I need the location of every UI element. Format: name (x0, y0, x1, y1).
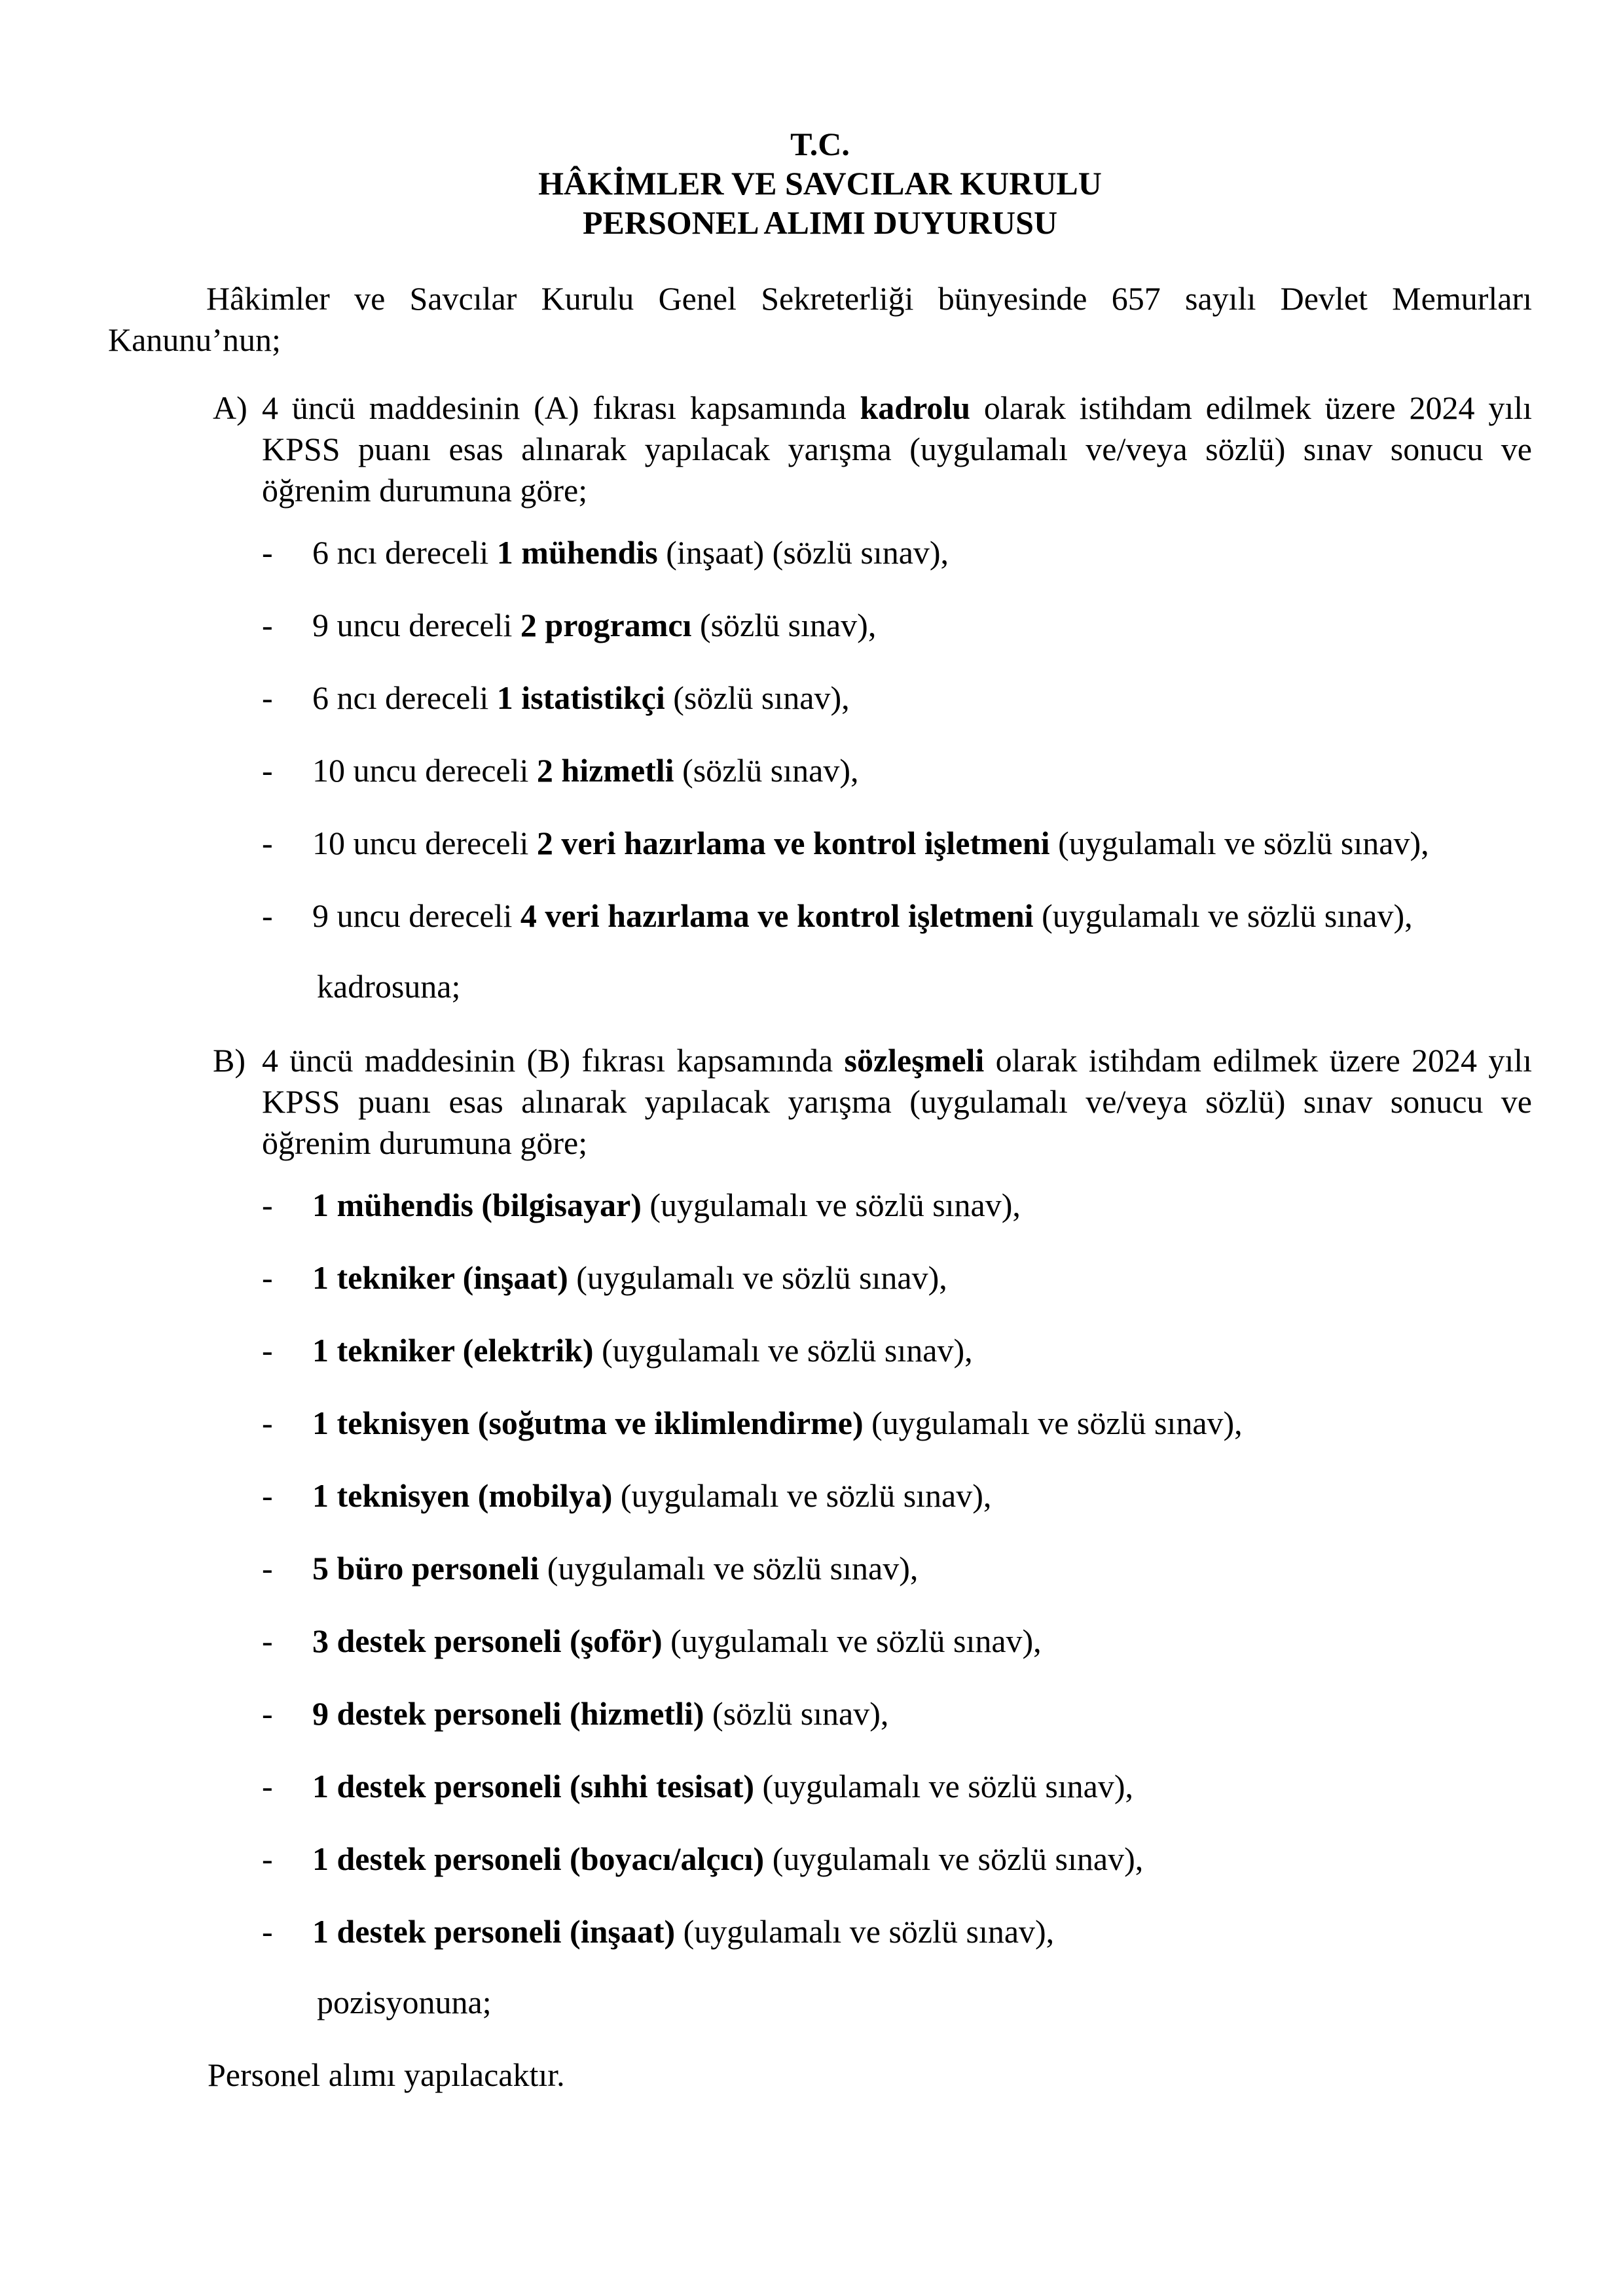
list-item (262, 532, 1532, 573)
list-item-text (312, 825, 1429, 861)
section-a-lead-text-2: olarak istihdam edilmek üzere 2024 yılı KPSS puanı esas alınarak yapılacak yarışma (uygulamalı ve/veya sözlü) sınav sonucu ve öğrenim durumuna göre; (262, 389, 1533, 509)
item-suffix: (uygulamalı ve sözlü sınav), (764, 1840, 1144, 1877)
list-item (262, 1911, 1532, 1952)
list-item-text (312, 607, 876, 643)
dash-marker: - (262, 897, 273, 934)
item-suffix: (uygulamalı ve sözlü sınav), (863, 1405, 1243, 1441)
list-item (262, 1766, 1532, 1807)
list-item (262, 1403, 1532, 1444)
item-suffix: (uygulamalı ve sözlü sınav), (612, 1477, 992, 1514)
item-bold: 1 destek personeli (sıhhi tesisat) (312, 1768, 754, 1804)
document-header (108, 0, 1532, 242)
list-item-text (312, 679, 850, 716)
item-bold: 1 destek personeli (boyacı/alçıcı) (312, 1840, 765, 1877)
item-bold: 1 tekniker (elektrik) (312, 1332, 594, 1369)
list-item-text (312, 1695, 888, 1732)
item-bold: 2 programcı (520, 607, 692, 643)
section-b-lead-text-1: 4 üncü maddesinin (B) fıkrası kapsamında (262, 1042, 845, 1079)
list-item (262, 823, 1532, 864)
item-suffix: (uygulamalı ve sözlü sınav), (1033, 897, 1413, 934)
item-bold: 1 teknisyen (soğutma ve iklimlendirme) (312, 1405, 864, 1441)
item-suffix: (uygulamalı ve sözlü sınav), (1049, 825, 1429, 861)
dash-marker: - (262, 752, 273, 789)
dash-marker: - (262, 1623, 273, 1659)
list-item (262, 750, 1532, 791)
list-item (262, 895, 1532, 937)
list-item (262, 1257, 1532, 1299)
item-bold: 1 tekniker (inşaat) (312, 1259, 568, 1296)
section-b-items (108, 1185, 1532, 1952)
item-bold: 3 destek personeli (şoför) (312, 1623, 663, 1659)
item-bold: 2 veri hazırlama ve kontrol işletmeni (536, 825, 1050, 861)
list-item-text (312, 1768, 1133, 1804)
list-item-text (312, 1405, 1243, 1441)
item-suffix: (uygulamalı ve sözlü sınav), (754, 1768, 1134, 1804)
item-suffix: (uygulamalı ve sözlü sınav), (675, 1913, 1055, 1950)
item-suffix: (inşaat) (sözlü sınav), (657, 534, 949, 571)
dash-marker: - (262, 1187, 273, 1223)
item-prefix: 9 uncu dereceli (312, 607, 520, 643)
dash-marker: - (262, 1550, 273, 1587)
dash-marker: - (262, 1768, 273, 1804)
item-suffix: (sözlü sınav), (674, 752, 859, 789)
section-b-lead-text-2: olarak istihdam edilmek üzere 2024 yılı KPSS puanı esas alınarak yapılacak yarışma (uygulamalı ve/veya sözlü) sınav sonucu ve öğrenim durumuna göre; (262, 1042, 1532, 1161)
item-suffix: (uygulamalı ve sözlü sınav), (539, 1550, 919, 1587)
section-b-footer: pozisyonuna; (317, 1984, 492, 2020)
section-a (108, 387, 1532, 1007)
dash-marker: - (262, 825, 273, 861)
item-prefix: 10 uncu dereceli (312, 825, 537, 861)
section-b (108, 1040, 1532, 2023)
section-a-footer: kadrosuna; (317, 968, 461, 1005)
intro-paragraph: Hâkimler ve Savcılar Kurulu Genel Sekreterliği bünyesinde 657 sayılı Devlet Memurları Kanunu’nun; (108, 280, 1532, 358)
dash-marker: - (262, 679, 273, 716)
closing-paragraph: Personel alımı yapılacaktır. (208, 2056, 565, 2093)
document-body (108, 278, 1532, 2096)
dash-marker: - (262, 607, 273, 643)
header-republic-line: T.C. (790, 126, 850, 162)
list-item-text (312, 1187, 1021, 1223)
item-bold: 1 destek personeli (inşaat) (312, 1913, 676, 1950)
item-prefix: 9 uncu dereceli (312, 897, 520, 934)
header-institution-line: HÂKİMLER VE SAVCILAR KURULU (538, 165, 1102, 202)
list-item-text (312, 1840, 1143, 1877)
item-suffix: (sözlü sınav), (691, 607, 877, 643)
item-bold: 1 mühendis (bilgisayar) (312, 1187, 642, 1223)
list-item (262, 1693, 1532, 1734)
section-a-lead (213, 387, 1532, 511)
item-bold: 9 destek personeli (hizmetli) (312, 1695, 704, 1732)
section-b-lead (213, 1040, 1532, 1164)
list-item (262, 605, 1532, 646)
list-item (262, 1839, 1532, 1880)
header-subject-line: PERSONEL ALIMI DUYURUSU (582, 204, 1058, 241)
item-bold: 4 veri hazırlama ve kontrol işletmeni (520, 897, 1034, 934)
dash-marker: - (262, 1913, 273, 1950)
dash-marker: - (262, 1840, 273, 1877)
section-a-items (108, 532, 1532, 937)
dash-marker: - (262, 1259, 273, 1296)
list-item (262, 1475, 1532, 1516)
list-item-text (312, 1913, 1054, 1950)
list-item (262, 1185, 1532, 1226)
item-suffix: (uygulamalı ve sözlü sınav), (593, 1332, 973, 1369)
item-suffix: (uygulamalı ve sözlü sınav), (662, 1623, 1042, 1659)
list-item (262, 1330, 1532, 1371)
dash-marker: - (262, 1332, 273, 1369)
item-suffix: (uygulamalı ve sözlü sınav), (568, 1259, 947, 1296)
item-suffix: (uygulamalı ve sözlü sınav), (641, 1187, 1021, 1223)
section-b-label: B) (213, 1042, 246, 1079)
list-item-text (312, 1332, 973, 1369)
list-item (262, 677, 1532, 719)
dash-marker: - (262, 1695, 273, 1732)
dash-marker: - (262, 1477, 273, 1514)
list-item-text (312, 1477, 991, 1514)
list-item-text (312, 534, 949, 571)
section-a-lead-bold: kadrolu (860, 389, 971, 426)
section-b-lead-bold: sözleşmeli (844, 1042, 985, 1079)
list-item (262, 1548, 1532, 1589)
list-item-text (312, 897, 1413, 934)
list-item-text (312, 1550, 918, 1587)
item-bold: 1 mühendis (496, 534, 658, 571)
item-prefix: 6 ncı dereceli (312, 679, 497, 716)
item-bold: 2 hizmetli (536, 752, 674, 789)
item-suffix: (sözlü sınav), (665, 679, 850, 716)
item-bold: 5 büro personeli (312, 1550, 539, 1587)
dash-marker: - (262, 1405, 273, 1441)
section-a-label: A) (213, 389, 247, 426)
list-item-text (312, 752, 858, 789)
item-suffix: (sözlü sınav), (704, 1695, 889, 1732)
item-prefix: 6 ncı dereceli (312, 534, 497, 571)
item-bold: 1 teknisyen (mobilya) (312, 1477, 613, 1514)
dash-marker: - (262, 534, 273, 571)
section-a-lead-text-1: 4 üncü maddesinin (A) fıkrası kapsamında (262, 389, 860, 426)
list-item-text (312, 1623, 1042, 1659)
item-bold: 1 istatistikçi (496, 679, 665, 716)
list-item-text (312, 1259, 947, 1296)
list-item (262, 1621, 1532, 1662)
item-prefix: 10 uncu dereceli (312, 752, 537, 789)
